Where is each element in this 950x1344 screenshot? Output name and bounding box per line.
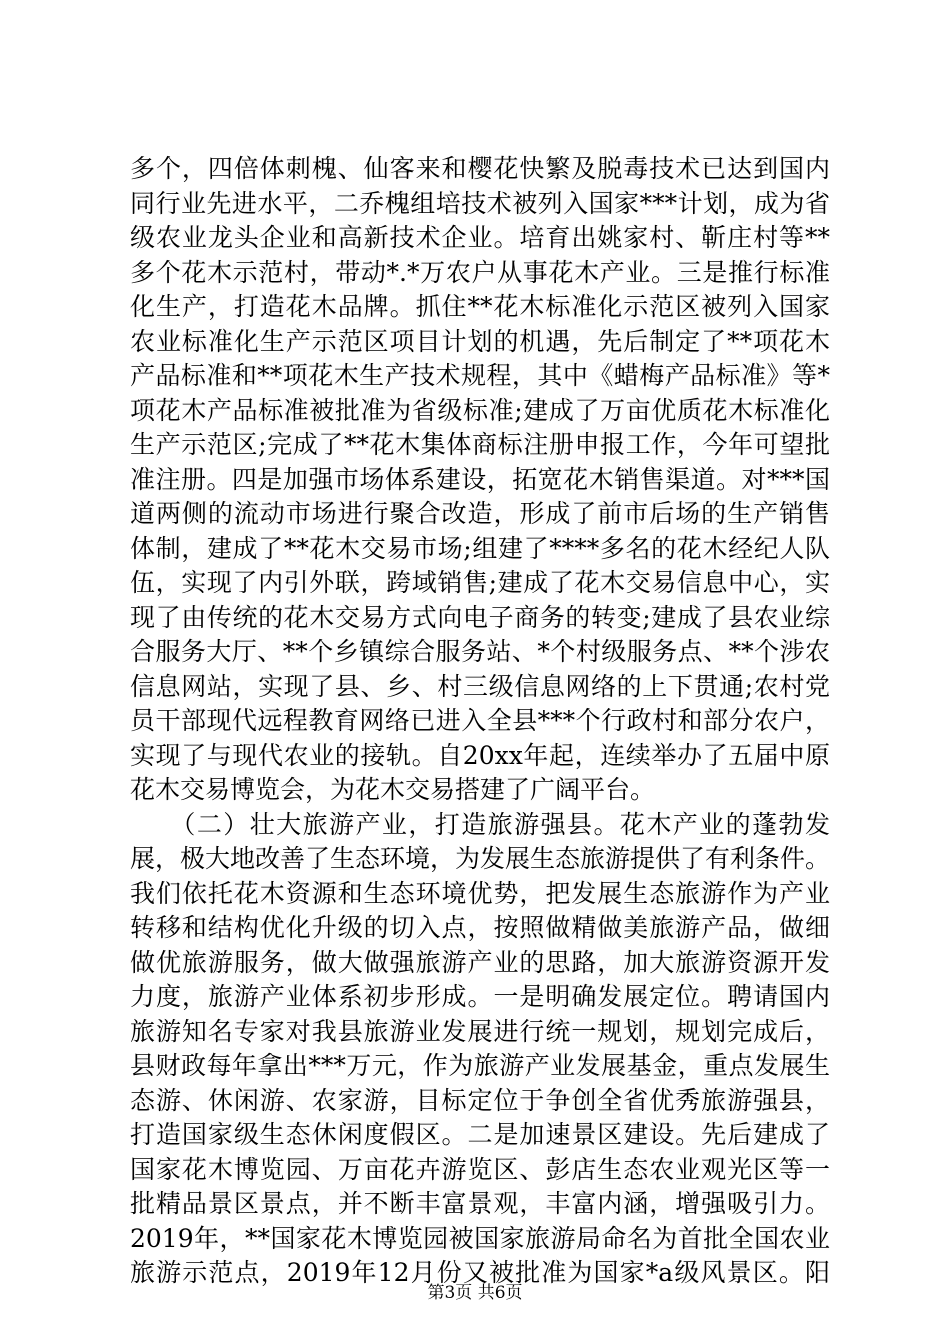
text-line: 伍，实现了内引外联，跨域销售;建成了花木交易信息中心，实 [130,568,830,597]
text-line: 准注册。四是加强市场体系建设，拓宽花木销售渠道。对***国 [130,464,830,494]
text-line: 项花木产品标准被批准为省级标准;建成了万亩优质花木标准化 [130,395,830,425]
text-line: 打造国家级生态休闲度假区。二是加速景区建设。先后建成了 [130,1120,830,1149]
text-line: 员干部现代远程教育网络已进入全县***个行政村和部分农户， [130,706,830,735]
text-line: 级农业龙头企业和高新技术企业。培育出姚家村、靳庄村等** [130,223,830,252]
text-line: 体制，建成了**花木交易市场;组建了****多名的花木经纪人队 [130,533,830,563]
text-line: 道两侧的流动市场进行聚合改造，形成了前市后场的生产销售 [130,499,830,528]
text-line: 国家花木博览园、万亩花卉游览区、彭店生态农业观光区等一 [130,1154,830,1184]
text-line: 合服务大厅、**个乡镇综合服务站、*个村级服务点、**个涉农 [130,637,830,666]
text-line: 同行业先进水平，二乔槐组培技术被列入国家***计划，成为省 [130,188,830,218]
text-line: 我们依托花木资源和生态环境优势，把发展生态旅游作为产业 [130,878,830,908]
text-line: 信息网站，实现了县、乡、村三级信息网络的上下贯通;农村党 [130,671,830,701]
text-line: 做优旅游服务，做大做强旅游产业的思路，加大旅游资源开发 [130,947,830,977]
text-line: 态游、休闲游、农家游，目标定位于争创全省优秀旅游强县， [130,1085,830,1115]
text-line: 化生产，打造花木品牌。抓住**花木标准化示范区被列入国家 [130,292,830,321]
text-line: 县财政每年拿出***万元，作为旅游产业发展基金，重点发展生 [130,1051,830,1080]
text-line: 现了由传统的花木交易方式向电子商务的转变;建成了县农业综 [130,602,830,632]
text-line: 旅游示范点，2019年12月份又被批准为国家*a级风景区。阳 [130,1258,830,1287]
text-line: 力度，旅游产业体系初步形成。一是明确发展定位。聘请国内 [130,982,830,1011]
text-line: 农业标准化生产示范区项目计划的机遇，先后制定了**项花木 [130,326,830,356]
page-footer: 第3页 共6页 [427,1283,523,1303]
text-line: 展，极大地改善了生态环境，为发展生态旅游提供了有利条件。 [130,844,831,873]
text-line: 生产示范区;完成了**花木集体商标注册申报工作，今年可望批 [130,430,830,459]
text-line: 批精品景区景点，并不断丰富景观，丰富内涵，增强吸引力。 [130,1189,830,1218]
text-line: 转移和结构优化升级的切入点，按照做精做美旅游产品，做细 [130,913,830,942]
text-line: 多个花木示范村，带动*.*万农户从事花木产业。三是推行标准 [130,257,830,287]
text-line: 产品标准和**项花木生产技术规程，其中《蜡梅产品标准》等* [130,361,830,390]
text-line: 多个，四倍体刺槐、仙客来和樱花快繁及脱毒技术已达到国内 [130,154,830,183]
text-line: （二）壮大旅游产业，打造旅游强县。花木产业的蓬勃发 [130,809,830,839]
text-line: 旅游知名专家对我县旅游业发展进行统一规划，规划完成后， [130,1016,830,1046]
text-line: 花木交易博览会，为花木交易搭建了广阔平台。 [130,775,656,804]
body-text [130,152,830,1291]
text-line: 实现了与现代农业的接轨。自20xx年起，连续举办了五届中原 [130,740,830,770]
text-line: 2019年，**国家花木博览园被国家旅游局命名为首批全国农业 [130,1223,830,1253]
